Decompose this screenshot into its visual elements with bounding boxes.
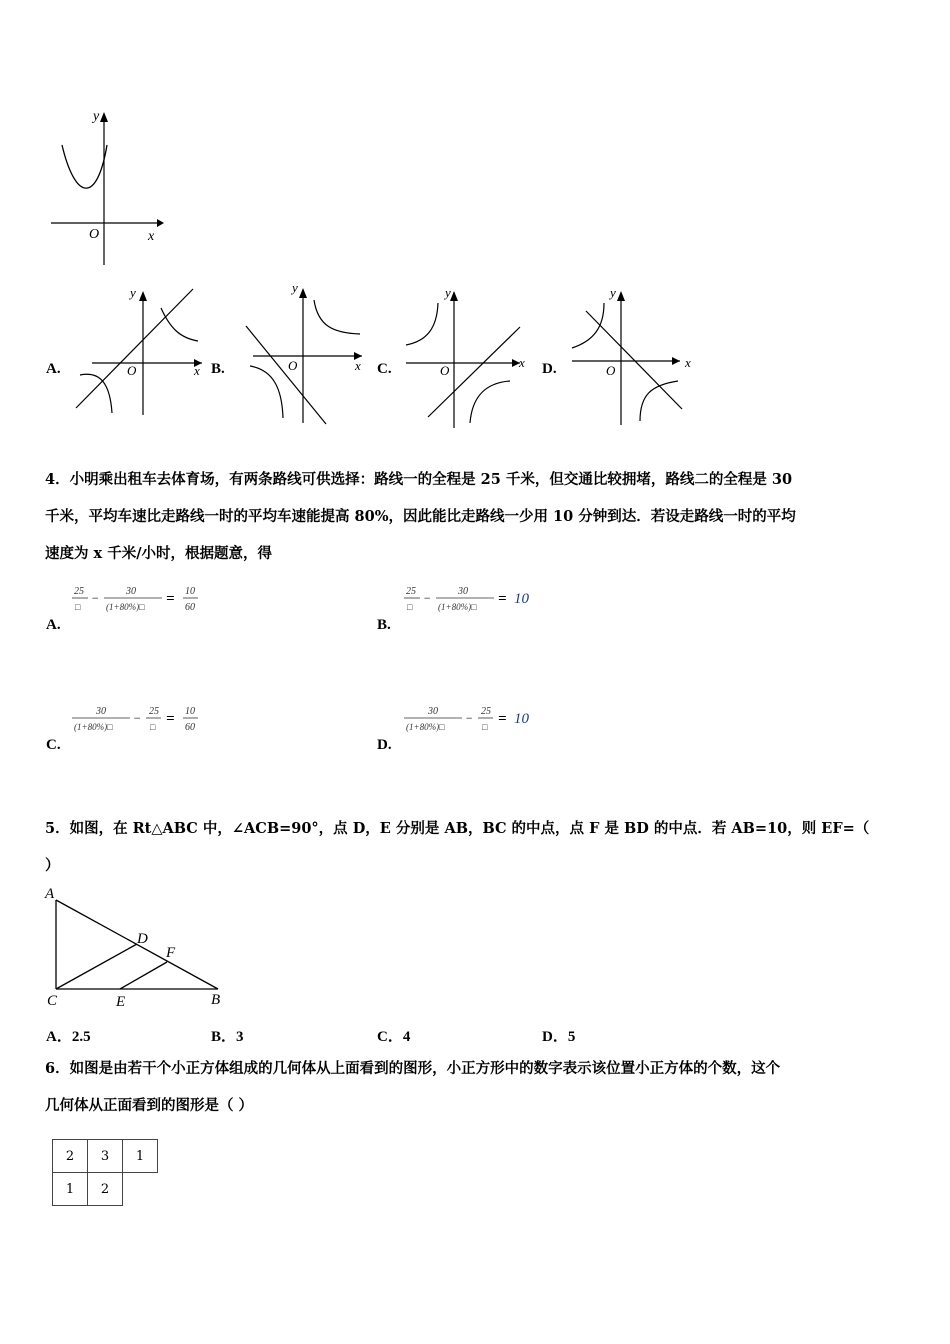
q5-option-d[interactable]: D．5 [542, 1029, 576, 1045]
point-a-label: A [45, 886, 55, 902]
q4-option-c-equation[interactable] [68, 700, 208, 736]
grid-cell: 1 [123, 1140, 158, 1173]
origin-label: O [89, 227, 100, 242]
grid-cell: 2 [53, 1140, 88, 1173]
grid-cell: 2 [88, 1173, 123, 1206]
q6-stem-line: 6．如图是由若干个小正方体组成的几何体从上面看到的图形，小正方形中的数字表示该位置小正方体的个数，这个 [45, 1060, 781, 1077]
q5-stem [45, 810, 905, 884]
q4-stem-line: 千米，平均车速比走路线一时的平均车速能提高 80%，因此能比走路线一少用 10 分钟到达．若设走路线一时的平均 [45, 508, 796, 525]
origin-label: O [127, 363, 137, 378]
q5-option-a[interactable]: A．2.5 [46, 1029, 91, 1045]
q3-option-c-label[interactable]: C. [377, 361, 392, 377]
rhs-value: 10 [514, 711, 529, 727]
fraction-denominator: (1+80%)□ [438, 602, 477, 612]
fraction-denominator: □ [75, 602, 81, 612]
q4-stem-line: 4．小明乘出租车去体育场，有两条路线可供选择：路线一的全程是 25 千米，但交通比较拥堵，路线二的全程是 30 [45, 471, 793, 488]
y-axis-label: y [292, 280, 298, 295]
origin-label: O [606, 363, 616, 378]
q4-option-c-label[interactable]: C. [46, 737, 61, 753]
q5-triangle-figure [42, 884, 232, 1012]
q4-option-b-label[interactable]: B. [377, 617, 391, 633]
fraction-denominator: □ [150, 722, 156, 732]
equals-sign: = [498, 591, 507, 607]
fraction-denominator: 60 [185, 722, 195, 733]
equals-sign: = [166, 711, 175, 727]
q6-stem [45, 1050, 905, 1124]
q3-option-a-label[interactable]: A. [46, 361, 61, 377]
minus-sign: − [465, 711, 474, 725]
fraction-denominator: (1+80%)□ [74, 722, 113, 732]
point-d-label: D [137, 931, 148, 947]
q3-option-d-graph[interactable] [568, 283, 703, 431]
q3-option-b-graph[interactable] [238, 278, 373, 428]
rhs-value: 10 [514, 591, 529, 607]
fraction-denominator: (1+80%)□ [106, 602, 145, 612]
q5-stem-line: 5．如图，在 Rt△ABC 中，∠ACB=90°，点 D，E 分别是 AB，BC 的中点，点 F 是 BD 的中点．若 AB=10，则 EF=（ [45, 820, 870, 837]
point-c-label: C [47, 993, 58, 1009]
fraction-numerator: 25 [74, 586, 84, 597]
q4-option-d-equation[interactable] [400, 700, 545, 736]
fraction-denominator: 60 [185, 602, 195, 613]
fraction-numerator: 30 [96, 706, 106, 717]
q4-stem-line: 速度为 x 千米/小时，根据题意，得 [45, 545, 273, 562]
equals-sign: = [498, 711, 507, 727]
q3-option-c-graph[interactable] [402, 283, 537, 431]
q4-option-a-equation[interactable] [68, 580, 208, 616]
point-f-label: F [166, 945, 176, 961]
fraction-numerator: 25 [406, 586, 416, 597]
fraction-numerator: 25 [481, 706, 491, 717]
equals-sign: = [166, 591, 175, 607]
q5-option-b[interactable]: B．3 [211, 1029, 244, 1045]
y-axis-label: y [445, 285, 451, 300]
x-axis-label: x [519, 355, 525, 370]
fraction-numerator: 10 [185, 586, 195, 597]
q6-stem-line: 几何体从正面看到的图形是（ ） [45, 1097, 254, 1114]
point-b-label: B [211, 992, 221, 1008]
q4-option-b-equation[interactable] [400, 580, 545, 616]
fraction-numerator: 10 [185, 706, 195, 717]
grid-row [53, 1173, 158, 1206]
y-axis-label: y [130, 285, 136, 300]
fraction-denominator: (1+80%)□ [406, 722, 445, 732]
fraction-denominator: □ [482, 722, 488, 732]
q5-stem-line: ） [45, 857, 60, 874]
fraction-numerator: 25 [149, 706, 159, 717]
grid-empty-cell [123, 1173, 158, 1206]
minus-sign: − [423, 591, 432, 605]
origin-label: O [288, 358, 298, 373]
q5-option-c[interactable]: C．4 [377, 1029, 411, 1045]
q3-option-a-graph[interactable] [70, 283, 210, 418]
q4-option-a-label[interactable]: A. [46, 617, 61, 633]
point-e-label: E [116, 994, 126, 1010]
fraction-numerator: 30 [428, 706, 438, 717]
q3-option-b-label[interactable]: B. [211, 361, 225, 377]
grid-cell: 1 [53, 1173, 88, 1206]
grid-cell: 3 [88, 1140, 123, 1173]
fraction-numerator: 30 [458, 586, 468, 597]
fraction-denominator: □ [407, 602, 413, 612]
q3-option-d-label[interactable]: D. [542, 361, 557, 377]
y-axis-label: y [93, 109, 100, 124]
fraction-numerator: 30 [126, 586, 136, 597]
origin-label: O [440, 363, 450, 378]
q3-main-graph [45, 100, 175, 270]
x-axis-label: x [685, 355, 691, 370]
grid-row [53, 1140, 158, 1173]
x-axis-label: x [194, 363, 200, 378]
q4-option-d-label[interactable]: D. [377, 737, 392, 753]
minus-sign: − [133, 711, 142, 725]
minus-sign: − [91, 591, 100, 605]
x-axis-label: x [355, 358, 361, 373]
x-axis-label: x [148, 229, 155, 244]
y-axis-label: y [610, 285, 616, 300]
q4-stem [45, 461, 905, 572]
q6-top-view-grid [52, 1139, 158, 1206]
